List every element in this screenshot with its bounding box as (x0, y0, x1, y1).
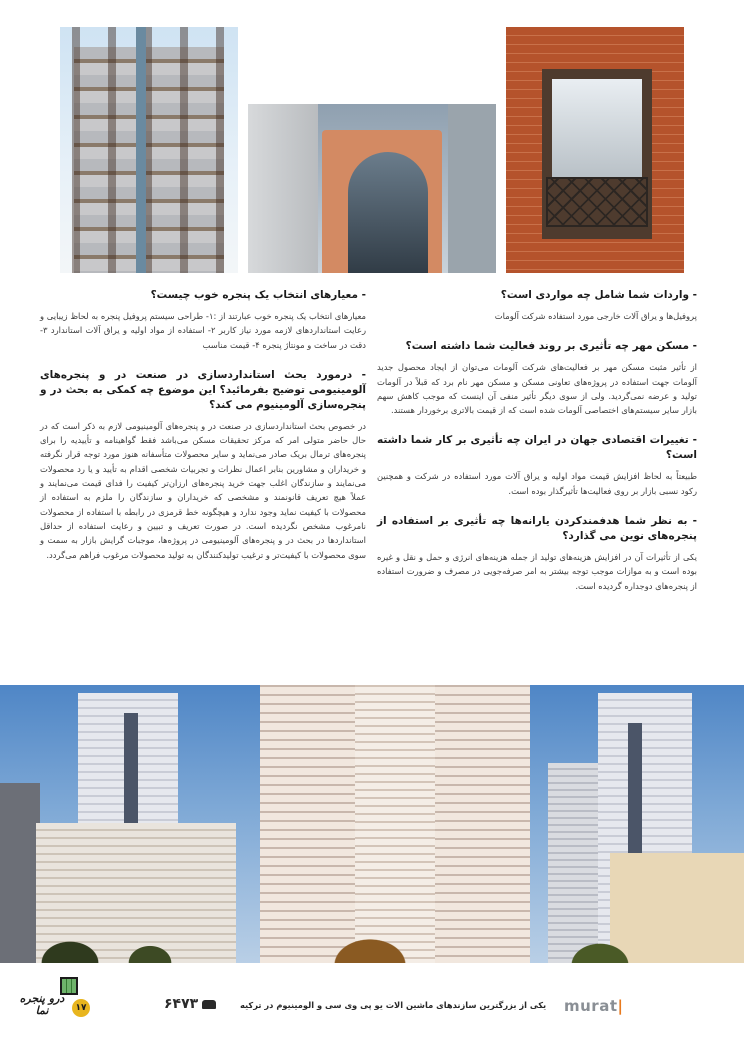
qa-section (377, 339, 697, 417)
city-towers-photo (0, 685, 744, 963)
qa-section (377, 288, 697, 323)
facade-side (448, 104, 496, 273)
answer-paragraph: در خصوص بحث استانداردسازی در صنعت در و پنجره‌های آلومینیومی لازم به ذکر است که در حال حاضر متولی امر که مرکز تحقیقات مسکن می‌باشد فقط گواهینامه و تأییدیه را برای پنجره‌های ترمال بریک صادر می‌نماید و سایر محصولات متأسفانه هنوز مورد توجه قرار نگرفته و خریداران و مشاورین بنابر اعمال نظرات و تجربیات شخصی اقدام به تأیید و یا رد محصولات می‌نمایند و سازندگان اغلب جهت خرید پنجره‌های ارزان‌تر کیفیت را فدای قیمت می‌نمایند و عملاً هیچ تعریف قانونمند و مشخصی که خریداران و سازندگان را ملزم به استفاده از محصولات با کیفیت نماید وجود ندارد و هیچگونه خط قرمزی در رابطه با استفاده از محصولات نامرغوب مشخص نگردیده است. در صورت تعریف و تبیین و رعایت استفاده از حداقل استانداردها در بحث در و پنجره‌های آلومینیومی در پروژه‌ها، موجبات گرایش بازار به سمت و سوی محصولات با کیفیت‌تر و ترغیب تولیدکنندگان به تولید محصولات مرغوب فراهم می‌گردد. (40, 420, 366, 560)
facade-window (348, 152, 428, 273)
window-railing (546, 177, 648, 227)
brick-window-photo (506, 27, 684, 273)
logo-text: murat (564, 997, 618, 1015)
phone-number: ۶۴۷۳ (164, 996, 199, 1012)
answer-paragraph: یکی از تأثیرات آن در افزایش هزینه‌های تولید از جمله هزینه‌های انرژی و حمل و نقل و غیره بوده است و به موازات موجب توجه بیشتر به امر صرفه‌جویی در مصرف و ضرورت استفاده از پنجره‌های دوجداره گردیده است. (377, 552, 697, 591)
answer-paragraph: از تأثیر مثبت مسکن مهر بر فعالیت‌های شرکت آلومات می‌توان از ایجاد محصول جدید آلومات جهت استفاده در پروژه‌های تعاونی مسکن و مسکن مهر نام برد که قبلاً در آلومات تولید و عرضه نمی‌گردید. ولی از سوی دیگر تأثیر منفی آن اینست که موجب کاهش سهم بازار سایر سیستم‌های اختصاصی آلومات شده است که از قیمت بالاتری برخوردار هستند. (377, 362, 697, 416)
magazine-name: درو پنجره نما (19, 992, 65, 1017)
left-column (40, 288, 366, 578)
footer-phone (164, 996, 216, 1012)
phone-icon (202, 1000, 216, 1009)
answer-paragraph: معیارهای انتخاب یک پنجره خوب عبارتند از :۱- طراحی سیستم پروفیل پنجره به لحاظ زیبایی و رعایت استانداردهای لازمه مورد نیاز کاربر ۲- استفاده از مواد اولیه و یراق آلات استاندارد ۳- دقت در ساخت و مونتاژ پنجره ۴- قیمت مناسب (40, 311, 366, 350)
tower-windows (60, 27, 238, 273)
qa-section (40, 288, 366, 352)
page-footer (0, 975, 744, 1035)
qa-section (377, 433, 697, 498)
tower-glass-stripe (136, 27, 146, 273)
question-heading: - مسکن مهر چه تأثیری بر روند فعالیت شما داشته است؟ (405, 340, 697, 353)
trees (0, 903, 744, 963)
answer-paragraph: پروفیل‌ها و یراق آلات خارجی مورد استفاده شرکت آلومات (494, 311, 697, 321)
question-heading: - تغییرات اقتصادی جهان در ایران چه تأثیری بر کار شما داشته است؟ (377, 434, 697, 462)
footer-tagline: یکی از بزرگترین سازندهای ماشین الات یو پی وی سی و الومینیوم در ترکیه (240, 1000, 547, 1010)
question-heading: - معیارهای انتخاب یک پنجره خوب چیست؟ (150, 289, 366, 301)
tower-facade-photo (60, 27, 238, 273)
answer-paragraph: طبیعتاً به لحاظ افزایش قیمت مواد اولیه و یراق آلات مورد استفاده در شرکت و همچنین رکود نسبی بازار بر روی فعالیت‌ها تأثیرگذار بوده است. (377, 471, 697, 496)
question-heading: - به نظر شما هدفمندکردن یارانه‌ها چه تأثیری بر استفاده از پنجره‌های نوین می گذارد؟ (377, 515, 697, 543)
qa-section (377, 514, 697, 593)
right-column (377, 288, 697, 609)
window-glass (552, 79, 642, 179)
page-number: ۱۷ (72, 999, 90, 1017)
question-heading: - درمورد بحث استانداردسازی در صنعت در و پنجره‌های آلومینیومی توضیح بفرمائید؟ این موضوع چه کمکی به بحث در و پنجره‌سازی آلومینیوم می کند؟ (40, 368, 366, 411)
logo-mark: | (617, 997, 624, 1015)
aluminium-facade-photo (248, 104, 496, 273)
question-heading: - واردات شما شامل چه مواردی است؟ (500, 289, 697, 301)
facade-panel (248, 104, 318, 273)
murat-logo (564, 997, 623, 1015)
window-logo-fill (62, 979, 76, 993)
magazine-brand (8, 975, 88, 1031)
qa-section (40, 368, 366, 562)
